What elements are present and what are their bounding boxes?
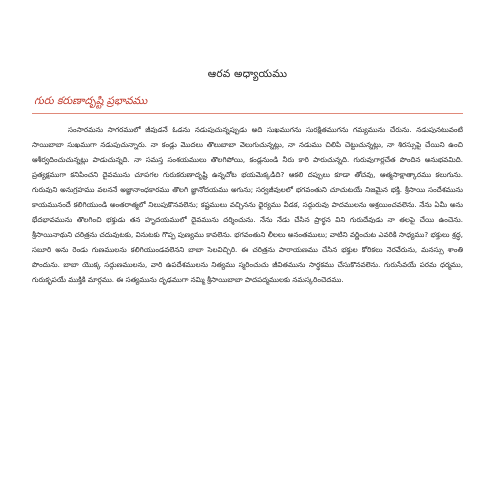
- paragraph-text: సంసారమను సాగరములో జీవుడనే ఓడను నడుపుచున్నప్పుడు అది సుఖముగను సురక్షితముగను గమ్యమును చేరును. నడుపునటువంటి సాయిబాబా సుఖముగా నడుపుచున్నారు. నా కండ్లు మొదలు తొలుబాబా వెలుగుచున్నట్లు, నా నడుము చిలిపి చెట్టుచున్నట్లు, నా శిరస్సుపై చేయిని ఉంచి ఆశీర్వదించుచున్నట్లు పాడుచున్నది. నా సమస్త సంశయములు తొలగిపోయి, కండ్లనుండి నీరు కారి పారుచున్నది. గురువుగార్లచేత పొందిన అనుభవమిది. ప్రత్యక్షముగా కనిపించని దైవమును చూపగల గురుకరుణాదృష్టి ఉన్నచోట భయమెక్కడిది? ఆకలి దప్పులు కూడా తోచవు, ఆత్మసాక్షాత్కారము కలుగును. గురువుని అనుగ్రహము వలననే అజ్ఞానాంధకారము తొలగి జ్ఞానోదయము అగును; సర్వజీవులలో భగవంతుని చూచుటయే నిజమైన భక్తి. శ్రీసాయి సందేశమును కాయమునందే కలిగియుండి అంతరాత్మలో నిలుపుకొనవలెను; కష్టములు వచ్చినను ధైర్యము వీడక, సద్గురువు పాదములను ఆశ్రయించవలెను. నేను ఏమీ అను భేదభావమును తొలగించి భక్తుడు తన హృదయములో దైవమును దర్శించును. నేను నేడు చేసిన ప్రార్థన విని గురుదేవుడు నా తలపై చేయి ఉంచెను. శ్రీసాయినాథుని చరిత్రను చదువుటకు, వినుటకు గొప్ప పుణ్యము కావలెను. భగవంతుని లీలలు అనంతములు; వాటిని వర్ణించుట ఎవరికి సాధ్యము? భక్తులు శ్రద్ధ, సబూరి అను రెండు గుణములను కలిగియుండవలెనని బాబా సెలవిచ్చిరి. ఈ చరిత్రను పారాయణము చేసిన భక్తుల కోరికలు నెరవేరును, మనస్సు శాంతి పొందును. బాబా యొక్క సద్గుణములను, వారి ఉపదేశములను నిత్యము స్మరించుచు జీవితమును సార్థకము చేసుకొనవలెను. గురుసేవయే పరమ ధర్మము, గురుకృపయే ముక్తికి మార్గము. ఈ సత్యమును దృఢముగా నమ్మి శ్రీసాయిబాబా పాదపద్మములకు నమస్కరించెదము.: [32, 125, 463, 284]
- chapter-title: ఆరవ అధ్యాయము: [207, 68, 288, 80]
- heading-divider: [32, 113, 463, 114]
- section-heading: గురు కరుణాదృష్టి ప్రభావము: [34, 95, 148, 107]
- body-paragraph: [32, 122, 463, 287]
